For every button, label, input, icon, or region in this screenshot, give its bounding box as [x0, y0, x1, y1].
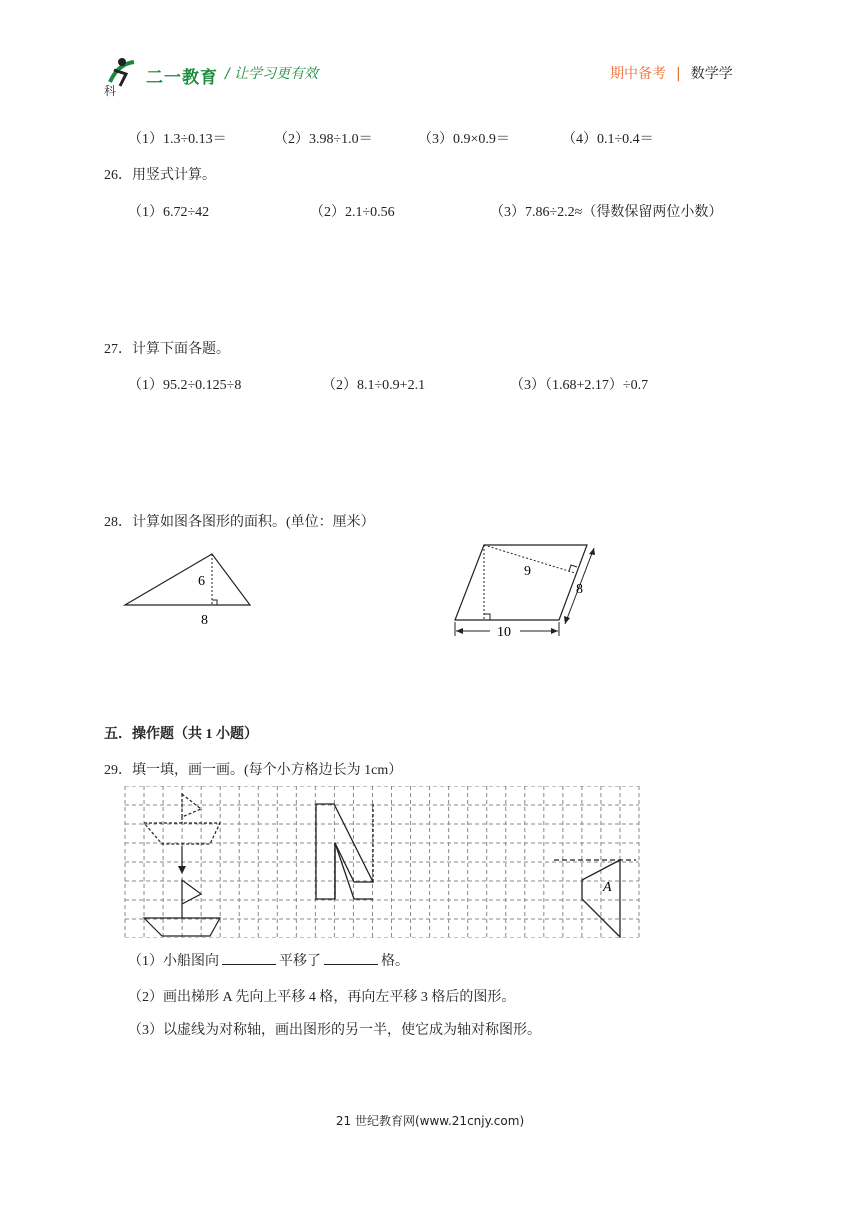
half-figure-shape	[316, 804, 373, 899]
q28-title: 28．计算如图各图形的面积。(单位：厘米）	[104, 515, 375, 530]
q25-part-4: （4）0.1÷0.4＝	[562, 132, 654, 147]
dashed-boat-hull	[144, 823, 220, 844]
q29-part-1-c: 格。	[381, 954, 409, 969]
square-grid	[125, 786, 639, 938]
right-angle-mark	[569, 565, 577, 571]
trapezoid-a-label: A	[603, 880, 612, 895]
exam-label: 期中备考	[610, 66, 666, 82]
header-right	[610, 63, 733, 83]
q26-part-3: （3）7.86÷2.2≈（得数保留两位小数）	[490, 205, 723, 220]
q26-part-1: （1）6.72÷42	[128, 205, 210, 220]
parallelogram-shape	[455, 545, 587, 620]
right-angle-mark	[484, 614, 490, 620]
q27-part-1: （1）95.2÷0.125÷8	[128, 378, 242, 393]
header-separator: |	[676, 66, 681, 82]
triangle-height-label: 6	[198, 574, 205, 589]
arrow-head-icon	[178, 866, 186, 874]
q29-title: 29．填一填，画一画。(每个小方格边长为 1cm）	[104, 763, 403, 778]
q25-part-3: （3）0.9×0.9＝	[418, 132, 510, 147]
subject-label: 数学学	[690, 66, 733, 82]
q29-part-1-b: 平移了	[279, 954, 321, 969]
q25-part-1: （1）1.3÷0.13＝	[128, 132, 227, 147]
triangle-shape	[125, 554, 250, 605]
logo-subtext: 科	[104, 84, 117, 98]
logo-text: 二一教育	[146, 68, 218, 88]
q29-part-1	[128, 950, 409, 970]
parallelogram-side-label: 8	[576, 582, 583, 597]
q27-part-2: （2）8.1÷0.9+2.1	[322, 378, 426, 393]
right-angle-mark	[212, 600, 217, 605]
parallelogram-figure	[448, 536, 608, 642]
q29-part-1-a: （1）小船图向	[128, 954, 219, 969]
grid-figure	[124, 786, 640, 938]
q26-title: 26．用竖式计算。	[104, 168, 216, 183]
parallelogram-base-label: 10	[497, 625, 511, 640]
q27-part-3: （3）（1.68+2.17）÷0.7	[510, 378, 649, 393]
q29-part-2: （2）画出梯形 A 先向上平移 4 格，再向左平移 3 格后的图形。	[128, 990, 516, 1005]
q29-part-3: （3）以虚线为对称轴，画出图形的另一半，使它成为轴对称图形。	[128, 1023, 541, 1038]
count-blank[interactable]	[324, 950, 378, 965]
q26-part-2: （2）2.1÷0.56	[310, 205, 395, 220]
footer: 21 世纪教育网(www.21cnjy.com)	[335, 1114, 525, 1128]
triangle-base-label: 8	[201, 613, 208, 628]
q27-title: 27．计算下面各题。	[104, 342, 230, 357]
triangle-figure	[110, 540, 270, 632]
section-5-title: 五．操作题（共 1 小题）	[104, 727, 258, 742]
slogan: / 让学习更有效	[225, 66, 319, 82]
parallelogram-height-label: 9	[524, 564, 531, 579]
direction-blank[interactable]	[222, 950, 276, 965]
q25-part-2: （2）3.98÷1.0＝	[274, 132, 373, 147]
